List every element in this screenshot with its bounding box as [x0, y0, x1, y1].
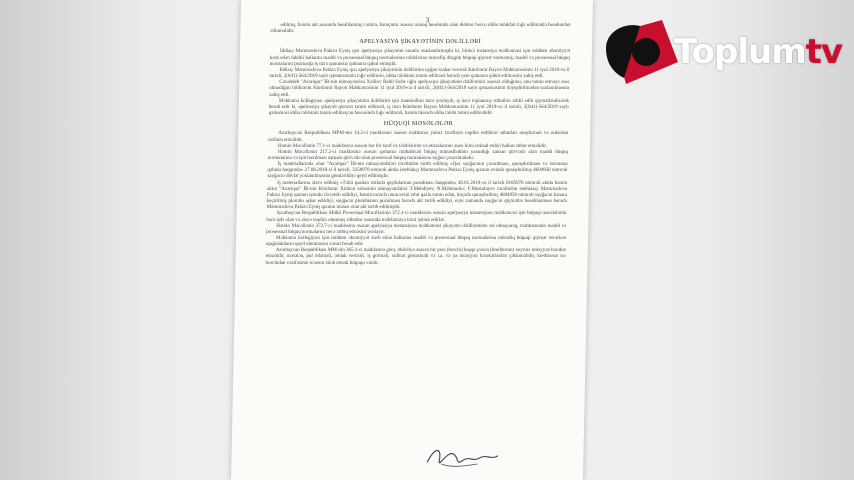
paragraph: İddiaçı Məmmədova Pakizə Eyniş qızı apelyasiya şikayətini onunla əsaslandırmışdır ki, birinci instansiya məhkəməsi işin mühüm əhəmiyyət kəsb edən faktiki hallarını maddi və prosessual hüquq normalarının tələblərinə müvafiq düzgün hüquqi qiymət verməmiş, maddi və prosessual hüquq normalarını pozmaqla iş üzrə qanunsuz qətnamə qəbul etmişdir. [269, 48, 571, 67]
paragraph: Həmin Məcəllənin 77.1-ci maddəsinə əsasən hər bir tərəf öz tələblərinin və etirazlarının əsası kimi istinad etdiyi halları sübut etməlidir. [277, 142, 547, 149]
logo-brand-main: Toplum [674, 32, 806, 72]
toplum-tv-logo-icon [604, 18, 682, 86]
paragraph: İş materiallarında olan "Azəriqaz" İB-nin nümayəndələri tərəfindən tərtib edilmiş «Qaz sayğacının çıxarılması, quraşdırılması və istismara qəbulu haqqında» 27.08.2018-ci il tarixli, 3258978 nömrəli aktda istehlakçı Məmmədova Pakizə Eyniş qızının evində quraşdırılmış 4694950 nömrəli sayğacın dövlət yoxlanılmasına göndərildiyi qeyd edilmişdir. [267, 161, 568, 180]
logo-wordmark [674, 32, 842, 72]
paragraph: Həmin Məcəllənin 217.2-ci maddəsinə əsasən qətnamə mübahisəli hüquq münasibətinin yarandığı zaman qüvvədə olan maddi hüquq normalarına və işin baxılması zamanı qüvvədə olan prosessual hüquq normalarına uyğun çıxarılmalıdır. [267, 148, 568, 161]
logo-brand-accent: tv [805, 32, 843, 72]
paragraph: İş materiallarına əlavə edilmiş «Təbii qazdan istifadə qaydalarının pozulması haqqında» 30.01.2019-cu il tarixli 0185978 nömrəli aktda həmin aktın "Azəriqaz" İB-nin Kürdəmir Xidmət sahəsinin nümayəndələri T.Mehdiyev, N.Məhmudov, F.Mustafayev tərəfindən istehlakçı Məmmədova Pakizə Eyniş qızının iştirakı ilə tərtib edildiyi, həmin tarixdə onun evini təbii qazla təmin edən, küçədə quraşdırılmış 4694950 nömrəli sayğacın kənara keçirilmiş plombu aşkar edildiyi, sayğacın plombunun pozulması barədə akt tərtib edildiyi, eyni zamanda sayğacın qiymətlər hesablanması barədə Məmmədova Pakizə Eyniş qızının imzası olan akt tərtib edilmişdir. [266, 179, 568, 211]
document-page [231, 0, 593, 480]
paragraph: Azərbaycan Respublikası MPM-nin 14.2-ci maddəsinə əsasən məhkəmə yalnız tərəflərin təqdim etdikləri sübutları araşdırmalı və onlardan istifadə etməlidir. [268, 130, 569, 143]
channel-logo [604, 16, 844, 90]
paragraph: Azərbaycan Respublikası MM-nin 365.1-ci maddəsinə görə, öhdəliyə əsasən bir şəxs (borclu) başqa şəxsin (kreditorun) xeyrinə müəyyən hərəkət etməlidir, məsələn, pul ödəməli, əmlak verməli, iş görməli, xidmət göstərməli və i.a. və ya müəyyən hərəkətlərdən çəkinməlidir, kreditorun isə borcludan vəzifəsinin icrasını tələb etmək hüququ vardır. [265, 247, 566, 266]
paragraph: Məhkəmə kollegiyası işin mühüm əhəmiyyət kəsb edən hallarına maddi və prosessual hüquq normalarına müvafiq hüquqi qiymət verərkən aşağıdakıların qeyd olunmasını zəruri hesab edir. [265, 235, 567, 248]
paragraph: Məhkəmə kollegiyası apelyasiya şikayətinin dəlillərini işin materialları üzrə yoxlayıb, iş üzrə toplanmış sübutları təhlil edib qiymətləndirərək hesab edir ki, apelyasiya şikayəti qismən təmin edilməli, iş üzrə Kürdəmir Rayon Məhkəməsinin 11 iyul 2019-cu il tarixli, 2(041)-564/2019 saylı qətnaməsi iddia tələbinin təmin edilməyən hissəsində ləğv edilməli, həmin hissədə iddia tələbi təmin edilməlidir. [268, 97, 569, 117]
page-number: 3 [425, 16, 430, 24]
paragraph: İddiaçı Məmmədova Pakizə Eyniş qızı apelyasiya şikayətinin dəlillərinə uyğun izahat verərək Kürdəmir Rayon Məhkəməsinin 11 iyul 2019-cu il tarixli, 2(041)-564/2019 saylı qətnaməsinin ləğv edilməsi, iddia tələbinin təmin edilməsi barədə yeni qətnamə qəbul edilməsini xahiş etdi. [269, 66, 570, 80]
section-heading-appeal: APELYASİYA ŞİKAYƏTİNİN DƏLİLLƏRİ [359, 38, 482, 46]
paragraph: Həmin Məcəllənin 372.7-ci maddəsinə əsasən apelyasiya instansiyası məhkəməsi şikayətin dəlillərindən əsl olmayaraq, məhkəmənin maddi və prosessual hüquq normalarını necə tətbiq etməsini yoxlayır. [266, 222, 567, 235]
paragraph: Cavabdeh "Azəriqaz" İB-nin nümayəndəsi Xəlilov Rahil Səfər oğlu apelyasiya şikayətinin dəlillərinin əsassız olduğunu, onu təmin etməyə əsas olmadığını bildirərək Kürdəmir Rayon Məhkəməsinin 11 iyul 2019-cu il tarixli, 2(041)-564/2019 saylı qətnaməsinin dəyişdirilmədən saxlanılmasını xahiş etdi. [268, 79, 570, 98]
signature-icon [421, 440, 502, 474]
document-body [265, 22, 570, 266]
paragraph: Azərbaycan Respublikası Mülki Prosessual Məcəlləsinin 372.1-ci maddəsinə əsasən apelyasiya instansiyası məhkəməsi işin hüquqi məsələlərini həm işdə olan və əlavə təqdim olunmuş sübutlar əsasında məhkəməyə kimi iştirak edirlər. [266, 210, 567, 223]
intro-paragraph: edilmiş, həmin akt əsasında hesablanmış cərimə, həmçinin əsassız olaraq hesabında olan debitor borcu iddia müddəti ləğv edilməklə hesabından silinməlidir. [270, 22, 571, 35]
section-heading-legal: HÜQUQİ MƏSƏLƏLƏR [383, 120, 454, 128]
